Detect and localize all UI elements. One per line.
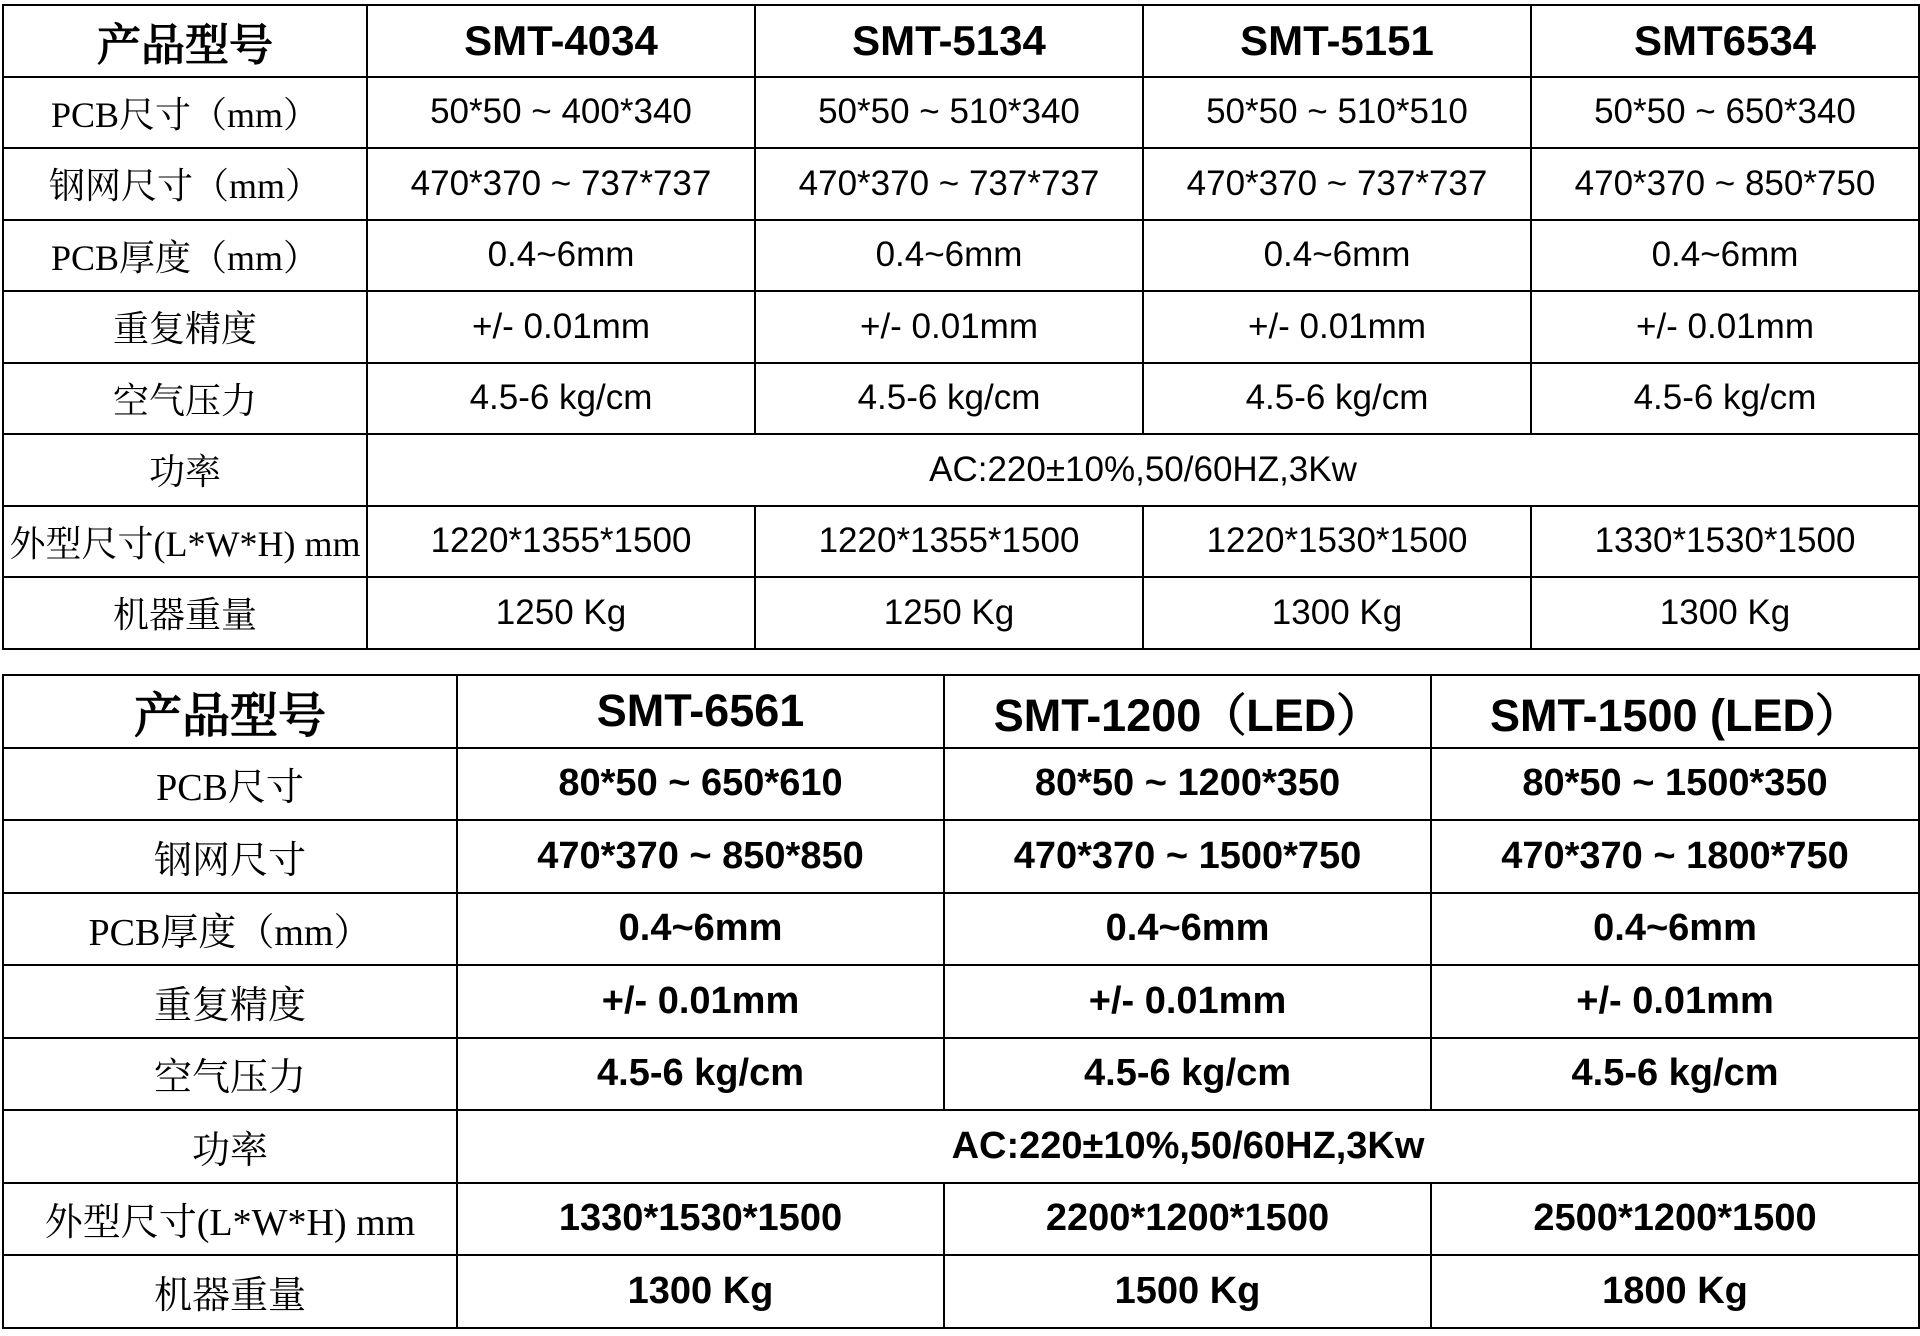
spec-value-cell: 0.4~6mm [457,893,944,966]
spec-row [3,893,1919,966]
spec-value-cell: 0.4~6mm [755,220,1143,292]
header-label-cell: 产品型号 [3,675,457,748]
spec-row [3,577,1919,649]
spec-row [3,1110,1919,1183]
spec-value-cell: 2500*1200*1500 [1431,1183,1919,1256]
spec-row [3,1038,1919,1111]
spec-row [3,363,1919,435]
spec-label-cell: 机器重量 [3,577,367,649]
spec-table-1-body [3,5,1919,649]
spec-row [3,506,1919,578]
spec-value-cell: 4.5-6 kg/cm [367,363,755,435]
spec-value-cell: 50*50 ~ 510*340 [755,77,1143,149]
spec-value-cell: 4.5-6 kg/cm [457,1038,944,1111]
spec-value-cell: 80*50 ~ 650*610 [457,748,944,821]
spec-value-cell: +/- 0.01mm [1431,965,1919,1038]
spec-value-cell: 1300 Kg [1143,577,1531,649]
spec-value-cell: 4.5-6 kg/cm [1431,1038,1919,1111]
spec-value-cell: 4.5-6 kg/cm [755,363,1143,435]
model-header-cell: SMT-5151 [1143,5,1531,77]
spec-value-cell: +/- 0.01mm [367,291,755,363]
model-header-cell: SMT-5134 [755,5,1143,77]
spec-value-cell: 4.5-6 kg/cm [1531,363,1919,435]
spec-label-cell: 外型尺寸(L*W*H) mm [3,1183,457,1256]
spec-value-cell: 4.5-6 kg/cm [944,1038,1431,1111]
spec-label-cell: 重复精度 [3,965,457,1038]
spec-value-cell: 470*370 ~ 850*850 [457,820,944,893]
spec-value-cell: 0.4~6mm [944,893,1431,966]
spec-merged-value-cell: AC:220±10%,50/60HZ,3Kw [457,1110,1919,1183]
spec-row [3,748,1919,821]
spec-value-cell: 470*370 ~ 850*750 [1531,148,1919,220]
spec-value-cell: 470*370 ~ 737*737 [367,148,755,220]
spec-value-cell: 0.4~6mm [1531,220,1919,292]
spec-row [3,148,1919,220]
spec-row [3,1183,1919,1256]
spec-value-cell: 50*50 ~ 510*510 [1143,77,1531,149]
spec-value-cell: +/- 0.01mm [944,965,1431,1038]
spec-label-cell: 机器重量 [3,1255,457,1328]
spec-value-cell: 1300 Kg [457,1255,944,1328]
model-header-cell: SMT6534 [1531,5,1919,77]
header-label-cell: 产品型号 [3,5,367,77]
spec-value-cell: +/- 0.01mm [755,291,1143,363]
spec-value-cell: 470*370 ~ 737*737 [1143,148,1531,220]
spec-value-cell: 470*370 ~ 1800*750 [1431,820,1919,893]
spec-label-cell: PCB尺寸 [3,748,457,821]
spec-value-cell: 80*50 ~ 1200*350 [944,748,1431,821]
spec-label-cell: 钢网尺寸（mm） [3,148,367,220]
spec-label-cell: 功率 [3,1110,457,1183]
spec-value-cell: 2200*1200*1500 [944,1183,1431,1256]
spec-label-cell: 空气压力 [3,1038,457,1111]
header-row [3,675,1919,748]
spec-merged-value-cell: AC:220±10%,50/60HZ,3Kw [367,434,1919,506]
spec-value-cell: 1500 Kg [944,1255,1431,1328]
spec-label-cell: 功率 [3,434,367,506]
spec-value-cell: 1330*1530*1500 [1531,506,1919,578]
header-row [3,5,1919,77]
model-header-cell: SMT-4034 [367,5,755,77]
spec-value-cell: 470*370 ~ 1500*750 [944,820,1431,893]
spec-row [3,965,1919,1038]
spec-row [3,291,1919,363]
spec-value-cell: 1220*1530*1500 [1143,506,1531,578]
spec-row [3,1255,1919,1328]
spec-label-cell: PCB厚度（mm） [3,220,367,292]
spec-value-cell: 0.4~6mm [1431,893,1919,966]
spec-row [3,77,1919,149]
spec-value-cell: 1220*1355*1500 [755,506,1143,578]
spec-table-2 [2,674,1920,1329]
spec-label-cell: 重复精度 [3,291,367,363]
spec-row [3,220,1919,292]
spec-label-cell: PCB尺寸（mm） [3,77,367,149]
spec-value-cell: 50*50 ~ 400*340 [367,77,755,149]
spec-table-1 [2,4,1920,650]
model-header-cell: SMT-1500 (LED） [1431,675,1919,748]
spec-value-cell: 1300 Kg [1531,577,1919,649]
spec-table-2-body [3,675,1919,1328]
model-header-cell: SMT-6561 [457,675,944,748]
spec-value-cell: 4.5-6 kg/cm [1143,363,1531,435]
spec-label-cell: 空气压力 [3,363,367,435]
spec-value-cell: 0.4~6mm [1143,220,1531,292]
spec-value-cell: +/- 0.01mm [457,965,944,1038]
model-header-cell: SMT-1200（LED） [944,675,1431,748]
spec-value-cell: 50*50 ~ 650*340 [1531,77,1919,149]
spec-row [3,434,1919,506]
spec-label-cell: 钢网尺寸 [3,820,457,893]
spec-value-cell: 470*370 ~ 737*737 [755,148,1143,220]
spec-value-cell: 1250 Kg [367,577,755,649]
spec-label-cell: PCB厚度（mm） [3,893,457,966]
spec-value-cell: 1220*1355*1500 [367,506,755,578]
spec-value-cell: 80*50 ~ 1500*350 [1431,748,1919,821]
spec-label-cell: 外型尺寸(L*W*H) mm [3,506,367,578]
spec-value-cell: 1330*1530*1500 [457,1183,944,1256]
spec-value-cell: 1250 Kg [755,577,1143,649]
spec-row [3,820,1919,893]
spec-value-cell: 1800 Kg [1431,1255,1919,1328]
spec-value-cell: 0.4~6mm [367,220,755,292]
spec-value-cell: +/- 0.01mm [1531,291,1919,363]
spec-value-cell: +/- 0.01mm [1143,291,1531,363]
